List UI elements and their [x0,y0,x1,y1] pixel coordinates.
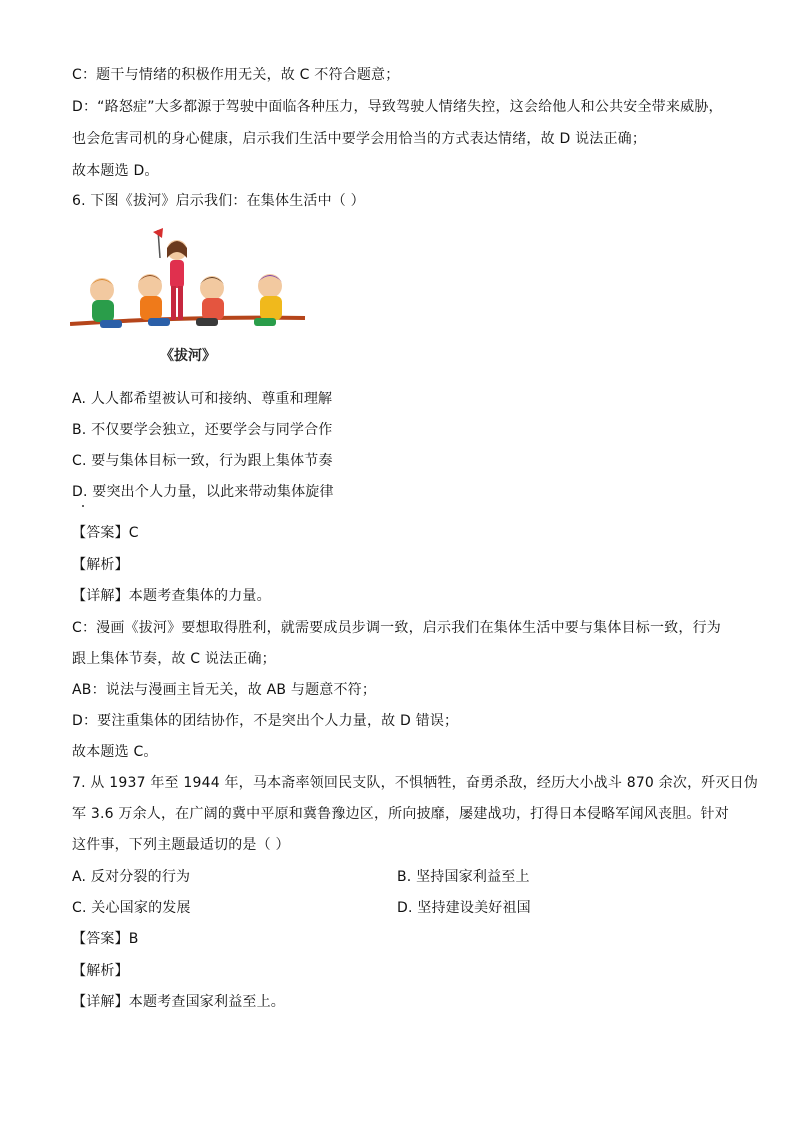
option-6c: C. 要与集体目标一致，行为跟上集体节奏 [72,453,333,469]
analysis-line-c: C：题干与情绪的积极作用无关，故 C 不符合题意； [72,67,400,83]
analysis-heading-7: 【解析】 [72,963,129,979]
analysis-line-d-cont: 也会危害司机的身心健康，启示我们生活中要学会用恰当的方式表达情绪，故 D 说法正确； [72,131,647,147]
explanation-6-c-cont: 跟上集体节奏，故 C 说法正确； [72,651,276,667]
question-6: 6. 下图《拔河》启示我们：在集体生活中（ ） [72,193,365,209]
explanation-6-c: C：漫画《拔河》要想取得胜利，就需要成员步调一致，启示我们在集体生活中要与集体目标一致，行为 [72,620,721,636]
conclusion-line: 故本题选 D。 [72,163,159,179]
detail-7: 【详解】本题考查国家利益至上。 [72,994,285,1010]
question-7-line-3: 这件事，下列主题最适切的是（ ） [72,837,290,853]
option-7a: A. 反对分裂的行为 [72,869,191,885]
question-7-line-1: 7. 从 1937 年至 1944 年，马本斋率领回民支队，不惧牺牲，奋勇杀敌，经历大小战斗 870 余次，歼灭日伪 [72,775,759,791]
option-7c: C. 关心国家的发展 [72,900,191,916]
tug-of-war-image [70,228,310,348]
option-6a: A. 人人都希望被认可和接纳、尊重和理解 [72,391,333,407]
option-6d: D. 要突出个人力量，以此来带动集体旋律 [72,484,334,500]
option-6b: B. 不仅要学会独立，还要学会与同学合作 [72,422,333,438]
option-7d: D. 坚持建设美好祖国 [397,900,531,916]
analysis-line-d: D：“路怒症”大多都源于驾驶中面临各种压力，导致驾驶人情绪失控，这会给他人和公共安全带来威胁， [72,99,723,115]
question-7-line-2: 军 3.6 万余人，在广阔的冀中平原和冀鲁豫边区，所向披靡，屡建战功，打得日本侵略军闻风丧胆。针对 [72,806,729,822]
explanation-6-ab: AB：说法与漫画主旨无关，故 AB 与题意不符； [72,682,377,698]
explanation-6-d: D：要注重集体的团结协作，不是突出个人力量，故 D 错误； [72,713,459,729]
answer-7: 【答案】B [72,931,139,947]
figure-caption: 《拔河》 [160,348,216,364]
analysis-heading-6: 【解析】 [72,557,129,573]
answer-6: 【答案】C [72,525,139,541]
conclusion-6: 故本题选 C。 [72,744,158,760]
option-7b: B. 坚持国家利益至上 [397,869,530,885]
detail-6: 【详解】本题考查集体的力量。 [72,588,271,604]
stray-dot [82,505,84,507]
